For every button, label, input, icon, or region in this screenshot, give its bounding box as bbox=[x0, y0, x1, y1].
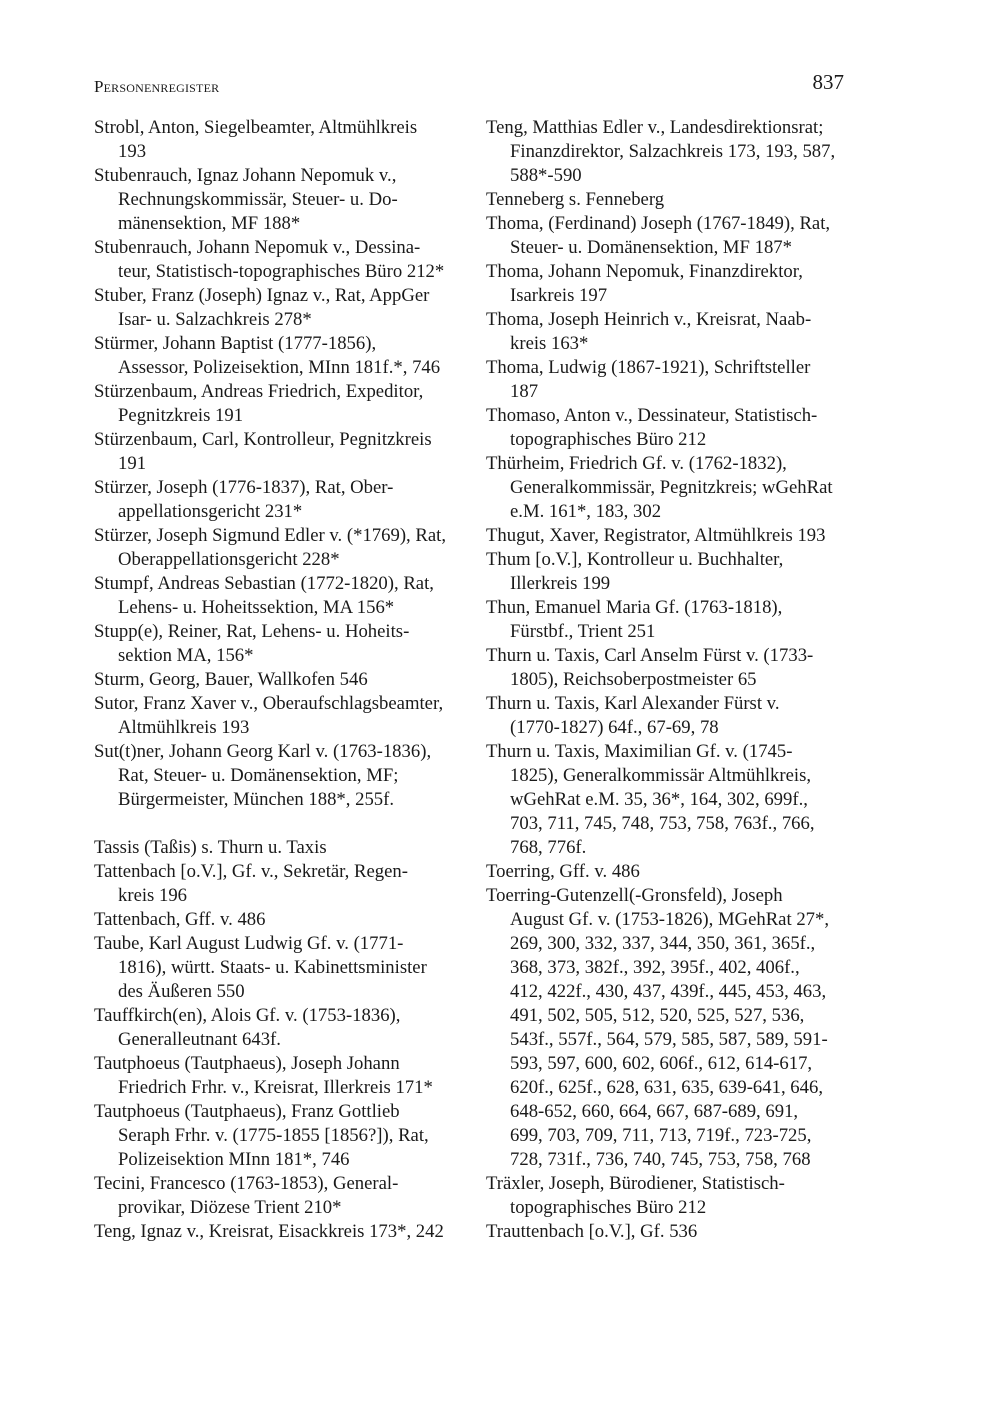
index-entry-heading: Trauttenbach [o.V.], Gf. 536 bbox=[486, 1221, 698, 1242]
index-entry-continuation: 193 bbox=[118, 141, 147, 162]
index-entry-continuation: appellationsgericht 231* bbox=[118, 501, 303, 522]
index-entry bbox=[94, 1052, 472, 1100]
index-entry-continuation: Rat, Steuer- u. Domänensektion, MF; bbox=[118, 765, 399, 786]
index-entry bbox=[94, 620, 472, 668]
index-entry-continuation: 699, 703, 709, 711, 713, 719f., 723-725, bbox=[510, 1125, 812, 1146]
index-entry-continuation: Pegnitzkreis 191 bbox=[118, 405, 244, 426]
index-entry-heading: Thoma, Johann Nepomuk, Finanzdirektor, bbox=[486, 261, 803, 282]
index-entry-continuation: 593, 597, 600, 602, 606f., 612, 614-617, bbox=[510, 1053, 813, 1074]
index-entry-heading: Stupp(e), Reiner, Rat, Lehens- u. Hoheits- bbox=[94, 621, 410, 642]
index-entry-continuation: wGehRat e.M. 35, 36*, 164, 302, 699f., bbox=[510, 789, 808, 810]
letter-section-gap bbox=[94, 812, 472, 836]
index-entry bbox=[94, 1220, 472, 1244]
page-number: 837 bbox=[812, 70, 844, 94]
index-entry-continuation: Friedrich Frhr. v., Kreisrat, Illerkreis 171* bbox=[118, 1077, 433, 1098]
index-entry-heading: Sutor, Franz Xaver v., Oberaufschlagsbeamter, bbox=[94, 693, 444, 714]
index-entry-continuation: 588*-590 bbox=[510, 165, 582, 186]
index-entry-continuation: teur, Statistisch-topographisches Büro 212* bbox=[118, 261, 445, 282]
index-entry-heading: Toerring-Gutenzell(-Gronsfeld), Joseph bbox=[486, 885, 783, 906]
index-entry bbox=[486, 452, 856, 524]
index-entry bbox=[486, 692, 856, 740]
index-entry-continuation: 1805), Reichsoberpostmeister 65 bbox=[510, 669, 757, 690]
index-entry bbox=[94, 236, 472, 284]
index-entry-heading: Thoma, Ludwig (1867-1921), Schriftsteller bbox=[486, 357, 811, 378]
index-entry bbox=[486, 212, 856, 260]
page-header bbox=[94, 68, 844, 102]
index-entry-heading: Tassis (Taßis) s. Thurn u. Taxis bbox=[94, 837, 327, 858]
index-entry bbox=[94, 284, 472, 332]
index-entry-heading: Stürzenbaum, Andreas Friedrich, Expeditor, bbox=[94, 381, 424, 402]
index-entry bbox=[486, 188, 856, 212]
index-entry-continuation: 543f., 557f., 564, 579, 585, 587, 589, 591- bbox=[510, 1029, 828, 1050]
index-entry bbox=[94, 476, 472, 524]
index-entry bbox=[94, 860, 472, 908]
index-entry-heading: Teng, Ignaz v., Kreisrat, Eisackkreis 173*, 242 bbox=[94, 1221, 444, 1242]
index-entry-continuation: Seraph Frhr. v. (1775-1855 [1856?]), Rat, bbox=[118, 1125, 429, 1146]
index-entry bbox=[94, 380, 472, 428]
index-entry-continuation: e.M. 161*, 183, 302 bbox=[510, 501, 662, 522]
index-entry-continuation: August Gf. v. (1753-1826), MGehRat 27*, bbox=[510, 909, 830, 930]
index-entry-continuation: provikar, Diözese Trient 210* bbox=[118, 1197, 342, 1218]
index-entry-continuation: 728, 731f., 736, 740, 745, 753, 758, 768 bbox=[510, 1149, 811, 1170]
index-entry-heading: Taube, Karl August Ludwig Gf. v. (1771- bbox=[94, 933, 404, 954]
index-column-right bbox=[486, 116, 856, 1244]
index-entry-heading: Sut(t)ner, Johann Georg Karl v. (1763-1836), bbox=[94, 741, 432, 762]
index-entry-continuation: 491, 502, 505, 512, 520, 525, 527, 536, bbox=[510, 1005, 805, 1026]
index-entry-heading: Tauffkirch(en), Alois Gf. v. (1753-1836), bbox=[94, 1005, 401, 1026]
index-entry-continuation: Illerkreis 199 bbox=[510, 573, 611, 594]
index-entry bbox=[94, 692, 472, 740]
index-entry-heading: Teng, Matthias Edler v., Landesdirektionsrat; bbox=[486, 117, 824, 138]
index-entry-continuation: Bürgermeister, München 188*, 255f. bbox=[118, 789, 395, 810]
index-entry-continuation: Steuer- u. Domänensektion, MF 187* bbox=[510, 237, 792, 258]
index-entry-continuation: Polizeisektion MInn 181*, 746 bbox=[118, 1149, 350, 1170]
index-entry bbox=[486, 740, 856, 860]
index-entry-continuation: 269, 300, 332, 337, 344, 350, 361, 365f., bbox=[510, 933, 816, 954]
index-entry-heading: Stuber, Franz (Joseph) Ignaz v., Rat, AppGer bbox=[94, 285, 430, 306]
index-entry-continuation: 368, 373, 382f., 392, 395f., 402, 406f., bbox=[510, 957, 800, 978]
index-entry bbox=[486, 596, 856, 644]
index-entry bbox=[94, 836, 472, 860]
index-entry-heading: Träxler, Joseph, Bürodiener, Statistisch- bbox=[486, 1173, 785, 1194]
index-entry-continuation: 412, 422f., 430, 437, 439f., 445, 453, 463, bbox=[510, 981, 827, 1002]
index-entry bbox=[486, 1220, 856, 1244]
index-entry-heading: Thürheim, Friedrich Gf. v. (1762-1832), bbox=[486, 453, 787, 474]
index-entry bbox=[486, 260, 856, 308]
index-entry bbox=[486, 1172, 856, 1220]
index-entry bbox=[486, 548, 856, 596]
index-entry-continuation: Assessor, Polizeisektion, MInn 181f.*, 746 bbox=[118, 357, 441, 378]
index-entry bbox=[486, 524, 856, 548]
index-entry-continuation: 1825), Generalkommissär Altmühlkreis, bbox=[510, 765, 812, 786]
index-entry-continuation: mänensektion, MF 188* bbox=[118, 213, 301, 234]
index-entry-continuation: Generalkommissär, Pegnitzkreis; wGehRat bbox=[510, 477, 833, 498]
index-entry bbox=[94, 332, 472, 380]
index-entry-heading: Thugut, Xaver, Registrator, Altmühlkreis 193 bbox=[486, 525, 826, 546]
index-entry bbox=[94, 908, 472, 932]
index-entry-heading: Tautphoeus (Tautphaeus), Franz Gottlieb bbox=[94, 1101, 400, 1122]
index-entry-continuation: Generalleutnant 643f. bbox=[118, 1029, 281, 1050]
index-entry bbox=[94, 1100, 472, 1172]
index-entry-heading: Tautphoeus (Tautphaeus), Joseph Johann bbox=[94, 1053, 400, 1074]
index-entry bbox=[486, 308, 856, 356]
index-entry-heading: Thurn u. Taxis, Maximilian Gf. v. (1745- bbox=[486, 741, 793, 762]
index-entry-continuation: Oberappellationsgericht 228* bbox=[118, 549, 340, 570]
index-column-left bbox=[94, 116, 472, 1244]
index-entry-continuation: Isar- u. Salzachkreis 278* bbox=[118, 309, 312, 330]
index-entry bbox=[94, 740, 472, 812]
index-entry-continuation: 187 bbox=[510, 381, 539, 402]
index-entry bbox=[94, 428, 472, 476]
index-entry-continuation: 1816), württ. Staats- u. Kabinettsminister bbox=[118, 957, 427, 978]
index-entry-heading: Strobl, Anton, Siegelbeamter, Altmühlkreis bbox=[94, 117, 418, 138]
index-entry-continuation: sektion MA, 156* bbox=[118, 645, 254, 666]
index-entry-continuation: 620f., 625f., 628, 631, 635, 639-641, 646, bbox=[510, 1077, 823, 1098]
index-entry bbox=[486, 860, 856, 884]
index-entry-continuation: Lehens- u. Hoheitssektion, MA 156* bbox=[118, 597, 395, 618]
index-entry-continuation: Fürstbf., Trient 251 bbox=[510, 621, 656, 642]
index-entry-heading: Tattenbach [o.V.], Gf. v., Sekretär, Regen- bbox=[94, 861, 408, 882]
index-entry-heading: Sturm, Georg, Bauer, Wallkofen 546 bbox=[94, 669, 368, 690]
index-entry-heading: Thurn u. Taxis, Karl Alexander Fürst v. bbox=[486, 693, 780, 714]
index-entry-continuation: kreis 196 bbox=[118, 885, 188, 906]
index-entry-heading: Thum [o.V.], Kontrolleur u. Buchhalter, bbox=[486, 549, 784, 570]
index-entry-continuation: Finanzdirektor, Salzachkreis 173, 193, 587, bbox=[510, 141, 836, 162]
index-entry bbox=[94, 1004, 472, 1052]
index-entry-continuation: (1770-1827) 64f., 67-69, 78 bbox=[510, 717, 719, 738]
running-head: Personenregister bbox=[94, 77, 220, 96]
index-entry-heading: Stürzenbaum, Carl, Kontrolleur, Pegnitzkreis bbox=[94, 429, 432, 450]
index-entry-continuation: 648-652, 660, 664, 667, 687-689, 691, bbox=[510, 1101, 799, 1122]
index-entry-continuation: 191 bbox=[118, 453, 147, 474]
index-entry bbox=[486, 644, 856, 692]
index-entry-continuation: Isarkreis 197 bbox=[510, 285, 608, 306]
index-entry bbox=[94, 572, 472, 620]
index-entry-heading: Tecini, Francesco (1763-1853), General- bbox=[94, 1173, 399, 1194]
index-entry-continuation: topographisches Büro 212 bbox=[510, 429, 707, 450]
index-entry-heading: Thun, Emanuel Maria Gf. (1763-1818), bbox=[486, 597, 783, 618]
index-entry bbox=[94, 116, 472, 164]
index-entry bbox=[486, 404, 856, 452]
index-entry-continuation: topographisches Büro 212 bbox=[510, 1197, 707, 1218]
index-entry-heading: Stubenrauch, Ignaz Johann Nepomuk v., bbox=[94, 165, 397, 186]
index-entry bbox=[486, 116, 856, 188]
index-entry-heading: Stürzer, Joseph Sigmund Edler v. (*1769), Rat, bbox=[94, 525, 447, 546]
index-entry bbox=[94, 668, 472, 692]
index-entry-heading: Stürmer, Johann Baptist (1777-1856), bbox=[94, 333, 377, 354]
index-entry-continuation: 768, 776f. bbox=[510, 837, 587, 858]
index-entry-heading: Stubenrauch, Johann Nepomuk v., Dessina- bbox=[94, 237, 421, 258]
index-entry bbox=[94, 524, 472, 572]
index-entry bbox=[486, 884, 856, 1172]
index-entry bbox=[94, 932, 472, 1004]
index-entry bbox=[94, 164, 472, 236]
index-entry-heading: Tenneberg s. Fenneberg bbox=[486, 189, 665, 210]
index-entry-heading: Thomaso, Anton v., Dessinateur, Statistisch- bbox=[486, 405, 818, 426]
index-entry-continuation: 703, 711, 745, 748, 753, 758, 763f., 766, bbox=[510, 813, 815, 834]
index-entry-heading: Thurn u. Taxis, Carl Anselm Fürst v. (1733- bbox=[486, 645, 814, 666]
index-entry-continuation: des Äußeren 550 bbox=[118, 981, 245, 1002]
index-entry-heading: Toerring, Gff. v. 486 bbox=[486, 861, 640, 882]
index-entry-heading: Stürzer, Joseph (1776-1837), Rat, Ober- bbox=[94, 477, 394, 498]
index-entry bbox=[94, 1172, 472, 1220]
index-entry-continuation: kreis 163* bbox=[510, 333, 589, 354]
index-entry-heading: Thoma, (Ferdinand) Joseph (1767-1849), Rat, bbox=[486, 213, 831, 234]
index-entry-heading: Stumpf, Andreas Sebastian (1772-1820), Rat, bbox=[94, 573, 434, 594]
index-entry bbox=[486, 356, 856, 404]
index-entry-heading: Tattenbach, Gff. v. 486 bbox=[94, 909, 266, 930]
index-entry-continuation: Rechnungskommissär, Steuer- u. Do- bbox=[118, 189, 398, 210]
index-entry-continuation: Altmühlkreis 193 bbox=[118, 717, 250, 738]
index-entry-heading: Thoma, Joseph Heinrich v., Kreisrat, Naab- bbox=[486, 309, 812, 330]
